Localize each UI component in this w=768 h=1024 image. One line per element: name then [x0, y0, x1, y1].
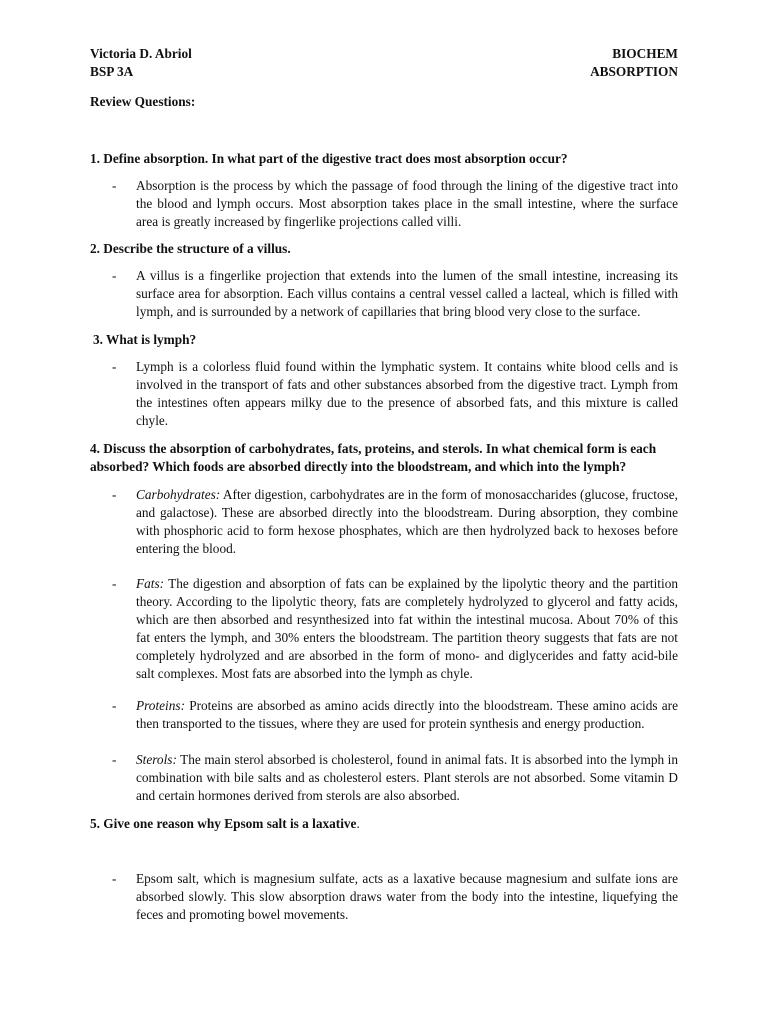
answer-4-fats [112, 575, 678, 683]
sterols-text: The main sterol absorbed is cholesterol, found in animal fats. It is absorbed into the lymph in combination with bile salts and as cholesterol esters. Plant sterols are not absorbed. Some vitamin D and certain hormones derived from sterols are also absorbed. [136, 752, 678, 803]
question-1: 1. Define absorption. In what part of the digestive tract does most absorption occur? [90, 151, 568, 166]
answer-1-text: Absorption is the process by which the passage of food through the lining of the digestive tract into the blood and lymph occurs. Most absorption takes place in the small intestine, where the surface area is greatly increased by fingerlike projections called villi. [136, 178, 678, 229]
answer-5-text: Epsom salt, which is magnesium sulfate, acts as a laxative because magnesium and sulfate ions are absorbed slowly. This slow absorption draws water from the body into the intestine, liquefying the feces and promoting bowel movements. [136, 871, 678, 922]
fats-text: The digestion and absorption of fats can be explained by the lipolytic theory and the partition theory. According to the lipolytic theory, fats are completely hydrolyzed to glycerol and fatty acids, which are then absorbed and resynthesized into fat within the intestinal mucosa. About 70% of this fat enters the lymph, and 30% enters the bloodstream. The partition theory suggests that fats are not completely hydrolyzed and are absorbed in the form of mono- and diglycerides and fatty acid-bile salt complexes. Most fats are absorbed into the lymph as chyle. [136, 576, 678, 681]
answer-2-text: A villus is a fingerlike projection that extends into the lumen of the small intestine, increasing its surface area for absorption. Each villus contains a central vessel called a lacteal, which is filled with lymph, and is surrounded by a network of capillaries that bring blood very close to the surface. [136, 268, 678, 319]
answer-1 [112, 177, 678, 231]
answer-4-carbohydrates [112, 486, 678, 558]
question-5 [90, 815, 690, 833]
carbohydrates-term: Carbohydrates: [136, 487, 221, 502]
answer-4-proteins [112, 697, 678, 733]
answer-3-text: Lymph is a colorless fluid found within the lymphatic system. It contains white blood cells and is involved in the transport of fats and other substances absorbed from the digestive tract. Lymph from the intestines often appears milky due to the presence of absorbed fats, and this mixture is called chyle. [136, 359, 678, 428]
question-5-period: . [356, 816, 360, 831]
fats-term: Fats: [136, 576, 165, 591]
question-2: 2. Describe the structure of a villus. [90, 241, 291, 256]
proteins-term: Proteins: [136, 698, 185, 713]
question-5-text: 5. Give one reason why Epsom salt is a laxative [90, 816, 357, 831]
answer-2 [112, 267, 678, 321]
review-title: Review Questions: [90, 94, 196, 109]
topic-label: ABSORPTION [590, 64, 678, 79]
header-left [90, 45, 192, 81]
carbohydrates-text: After digestion, carbohydrates are in the form of monosaccharides (glucose, fructose, and galactose). These are absorbed directly into the bloodstream. During absorption, they combine with phosphoric acid to form hexose phosphates, which are then hydrolyzed back to hexoses before entering the blood. [136, 487, 678, 556]
bullet-dash: - [112, 698, 117, 713]
header-right [590, 45, 678, 81]
answer-3 [112, 358, 678, 430]
bullet-dash: - [112, 268, 117, 283]
bullet-dash: - [112, 359, 117, 374]
bullet-dash: - [112, 752, 117, 767]
subject-label: BIOCHEM [612, 46, 678, 61]
proteins-text: Proteins are absorbed as amino acids directly into the bloodstream. These amino acids are then transported to the tissues, where they are used for protein synthesis and energy production. [136, 698, 678, 731]
author-section: BSP 3A [90, 64, 134, 79]
answer-4-sterols [112, 751, 678, 805]
bullet-dash: - [112, 871, 117, 886]
question-3: 3. What is lymph? [93, 332, 197, 347]
bullet-dash: - [112, 576, 117, 591]
author-name: Victoria D. Abriol [90, 46, 192, 61]
answer-5 [112, 870, 678, 924]
question-4: 4. Discuss the absorption of carbohydrates, fats, proteins, and sterols. In what chemical form is each absorbed? Which foods are absorbed directly into the bloodstream, and which into the lymph? [90, 441, 657, 474]
sterols-term: Sterols: [136, 752, 177, 767]
bullet-dash: - [112, 178, 117, 193]
bullet-dash: - [112, 487, 117, 502]
